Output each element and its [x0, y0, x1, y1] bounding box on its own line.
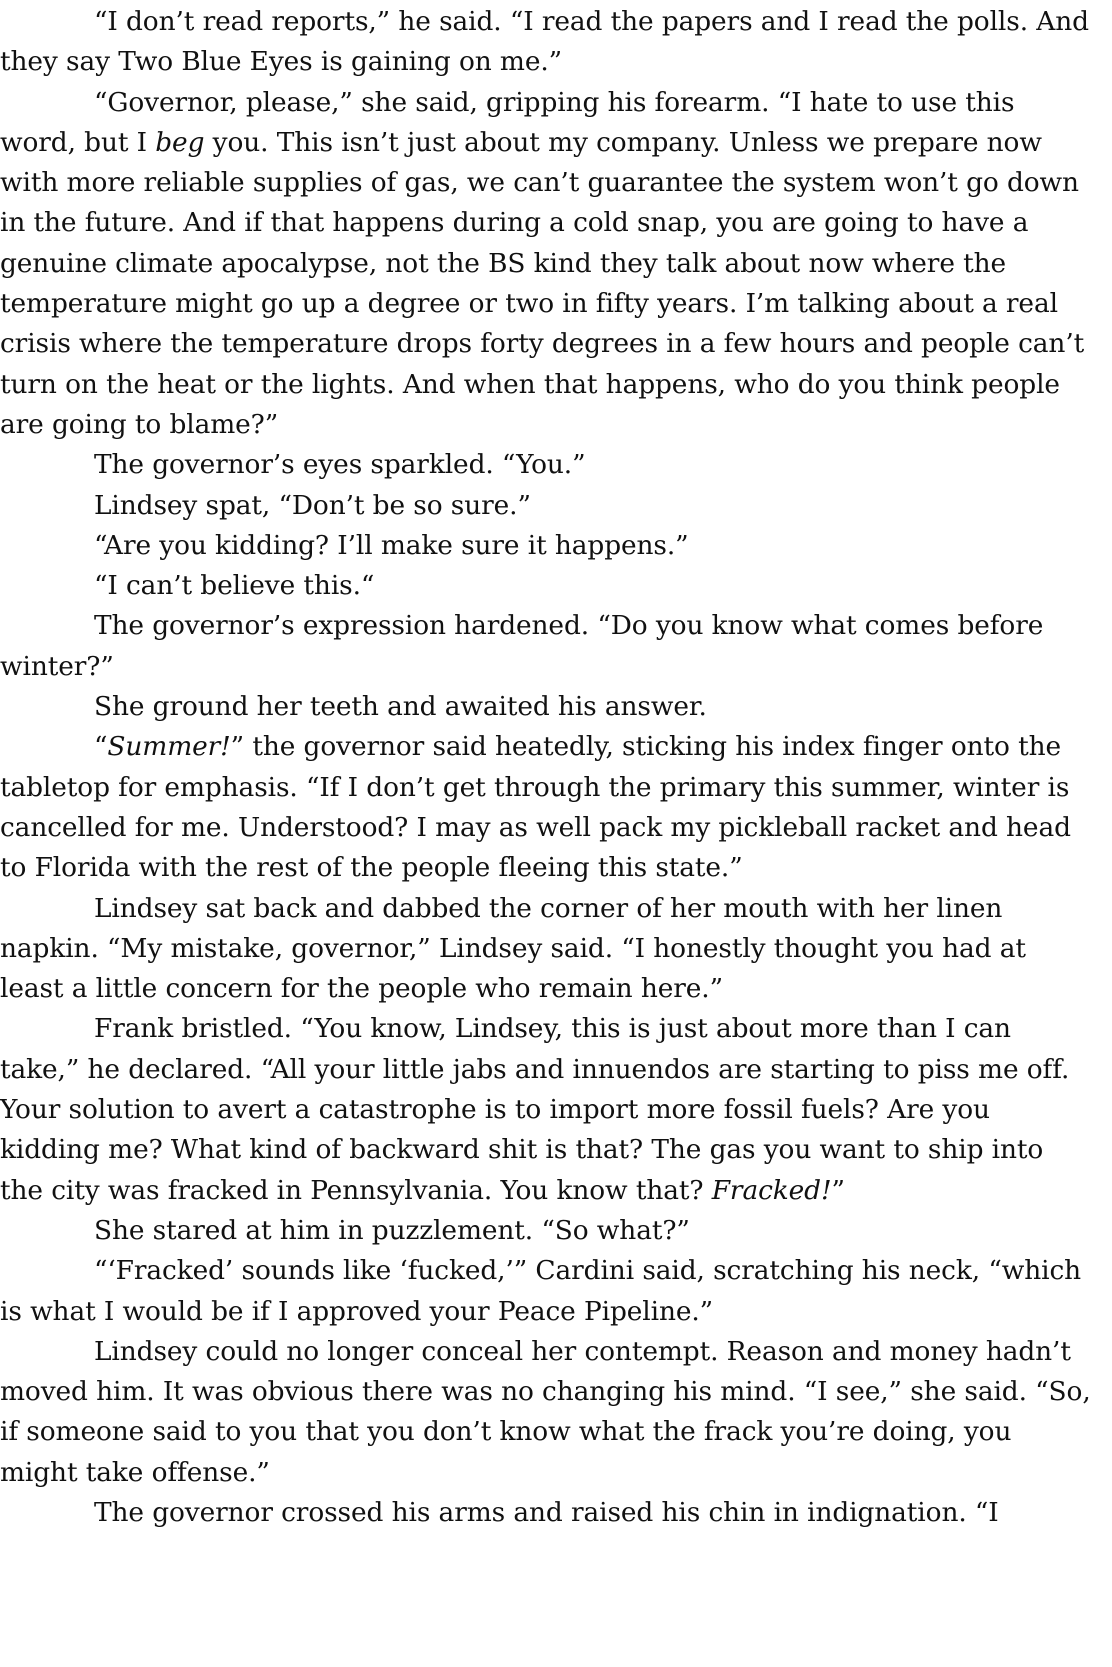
text-line: moved him. It was obvious there was no changing his mind. “I see,” she said. “So, — [0, 1376, 1091, 1408]
text-line: if someone said to you that you don’t know what the frack you’re doing, you — [0, 1416, 1012, 1448]
paragraph — [0, 1251, 1108, 1332]
text-line: crisis where the temperature drops forty degrees in a few hours and people can’t — [0, 328, 1085, 360]
text-line: genuine climate apocalypse, not the BS kind they talk about now where the — [0, 247, 1007, 279]
text-line: kidding me? What kind of backward shit is that? The gas you want to ship into — [0, 1134, 1044, 1166]
paragraph — [0, 83, 1108, 446]
paragraph — [0, 566, 1108, 606]
text-line: in the future. And if that happens during a cold snap, you are going to have a — [0, 207, 1029, 239]
text-line: napkin. “My mistake, governor,” Lindsey said. “I honestly thought you had at — [0, 932, 1026, 964]
paragraph — [0, 486, 1108, 526]
paragraph — [0, 526, 1108, 566]
text-line: they say Two Blue Eyes is gaining on me.” — [0, 46, 563, 78]
text-line: word, but I beg you. This isn’t just about my company. Unless we prepare now — [0, 126, 1042, 158]
paragraph — [0, 1009, 1108, 1210]
emphasized-text: Summer! — [107, 731, 231, 763]
paragraph — [0, 889, 1108, 1010]
text-line: “I can’t believe this.“ — [94, 570, 375, 602]
text-line: with more reliable supplies of gas, we can’t guarantee the system won’t go down — [0, 167, 1079, 199]
text-line: The governor crossed his arms and raised his chin in indignation. “I — [94, 1496, 999, 1528]
manuscript-page — [0, 2, 1108, 1533]
paragraph — [0, 445, 1108, 485]
text-line: “‘Fracked’ sounds like ‘fucked,’” Cardini said, scratching his neck, “which — [94, 1255, 1082, 1287]
text-line: “I don’t read reports,” he said. “I read the papers and I read the polls. And — [94, 6, 1089, 37]
text-line: Lindsey could no longer conceal her contempt. Reason and money hadn’t — [94, 1335, 1071, 1367]
paragraph — [0, 727, 1108, 888]
text-line: temperature might go up a degree or two in fifty years. I’m talking about a real — [0, 288, 1058, 320]
emphasized-text: beg — [155, 126, 205, 158]
emphasized-text: Fracked! — [711, 1174, 832, 1206]
text-line: are going to blame?” — [0, 408, 279, 440]
text-line: “Summer!” the governor said heatedly, sticking his index finger onto the — [94, 731, 1062, 763]
text-line: “Governor, please,” she said, gripping his forearm. “I hate to use this — [94, 86, 1015, 118]
paragraph — [0, 1332, 1108, 1493]
text-line: to Florida with the rest of the people fleeing this state.” — [0, 852, 743, 884]
text-line: least a little concern for the people who remain here.” — [0, 973, 723, 1005]
text-line: turn on the heat or the lights. And when that happens, who do you think people — [0, 368, 1060, 400]
text-line: the city was fracked in Pennsylvania. You know that? Fracked!” — [0, 1174, 845, 1206]
text-line: She stared at him in puzzlement. “So what?” — [94, 1214, 690, 1246]
paragraph — [0, 606, 1108, 687]
text-line: The governor’s eyes sparkled. “You.” — [94, 449, 586, 481]
text-line: The governor’s expression hardened. “Do you know what comes before — [94, 610, 1044, 642]
text-line: Frank bristled. “You know, Lindsey, this is just about more than I can — [94, 1013, 1011, 1045]
paragraph — [0, 2, 1108, 83]
text-line: tabletop for emphasis. “If I don’t get through the primary this summer, winter is — [0, 771, 1070, 803]
text-line: Your solution to avert a catastrophe is to import more fossil fuels? Are you — [0, 1094, 990, 1126]
paragraph — [0, 1493, 1108, 1533]
text-line: is what I would be if I approved your Peace Pipeline.” — [0, 1295, 714, 1327]
paragraph — [0, 687, 1108, 727]
text-line: take,” he declared. “All your little jabs and innuendos are starting to piss me off. — [0, 1053, 1070, 1085]
text-line: might take offense.” — [0, 1456, 270, 1488]
text-line: Lindsey spat, “Don’t be so sure.” — [94, 489, 531, 521]
text-line: cancelled for me. Understood? I may as well pack my pickleball racket and head — [0, 811, 1071, 843]
text-line: Lindsey sat back and dabbed the corner of her mouth with her linen — [94, 892, 1003, 924]
paragraph — [0, 1211, 1108, 1251]
text-line: “Are you kidding? I’ll make sure it happens.” — [94, 529, 689, 561]
text-line: winter?” — [0, 650, 114, 682]
text-line: She ground her teeth and awaited his answer. — [94, 691, 707, 723]
